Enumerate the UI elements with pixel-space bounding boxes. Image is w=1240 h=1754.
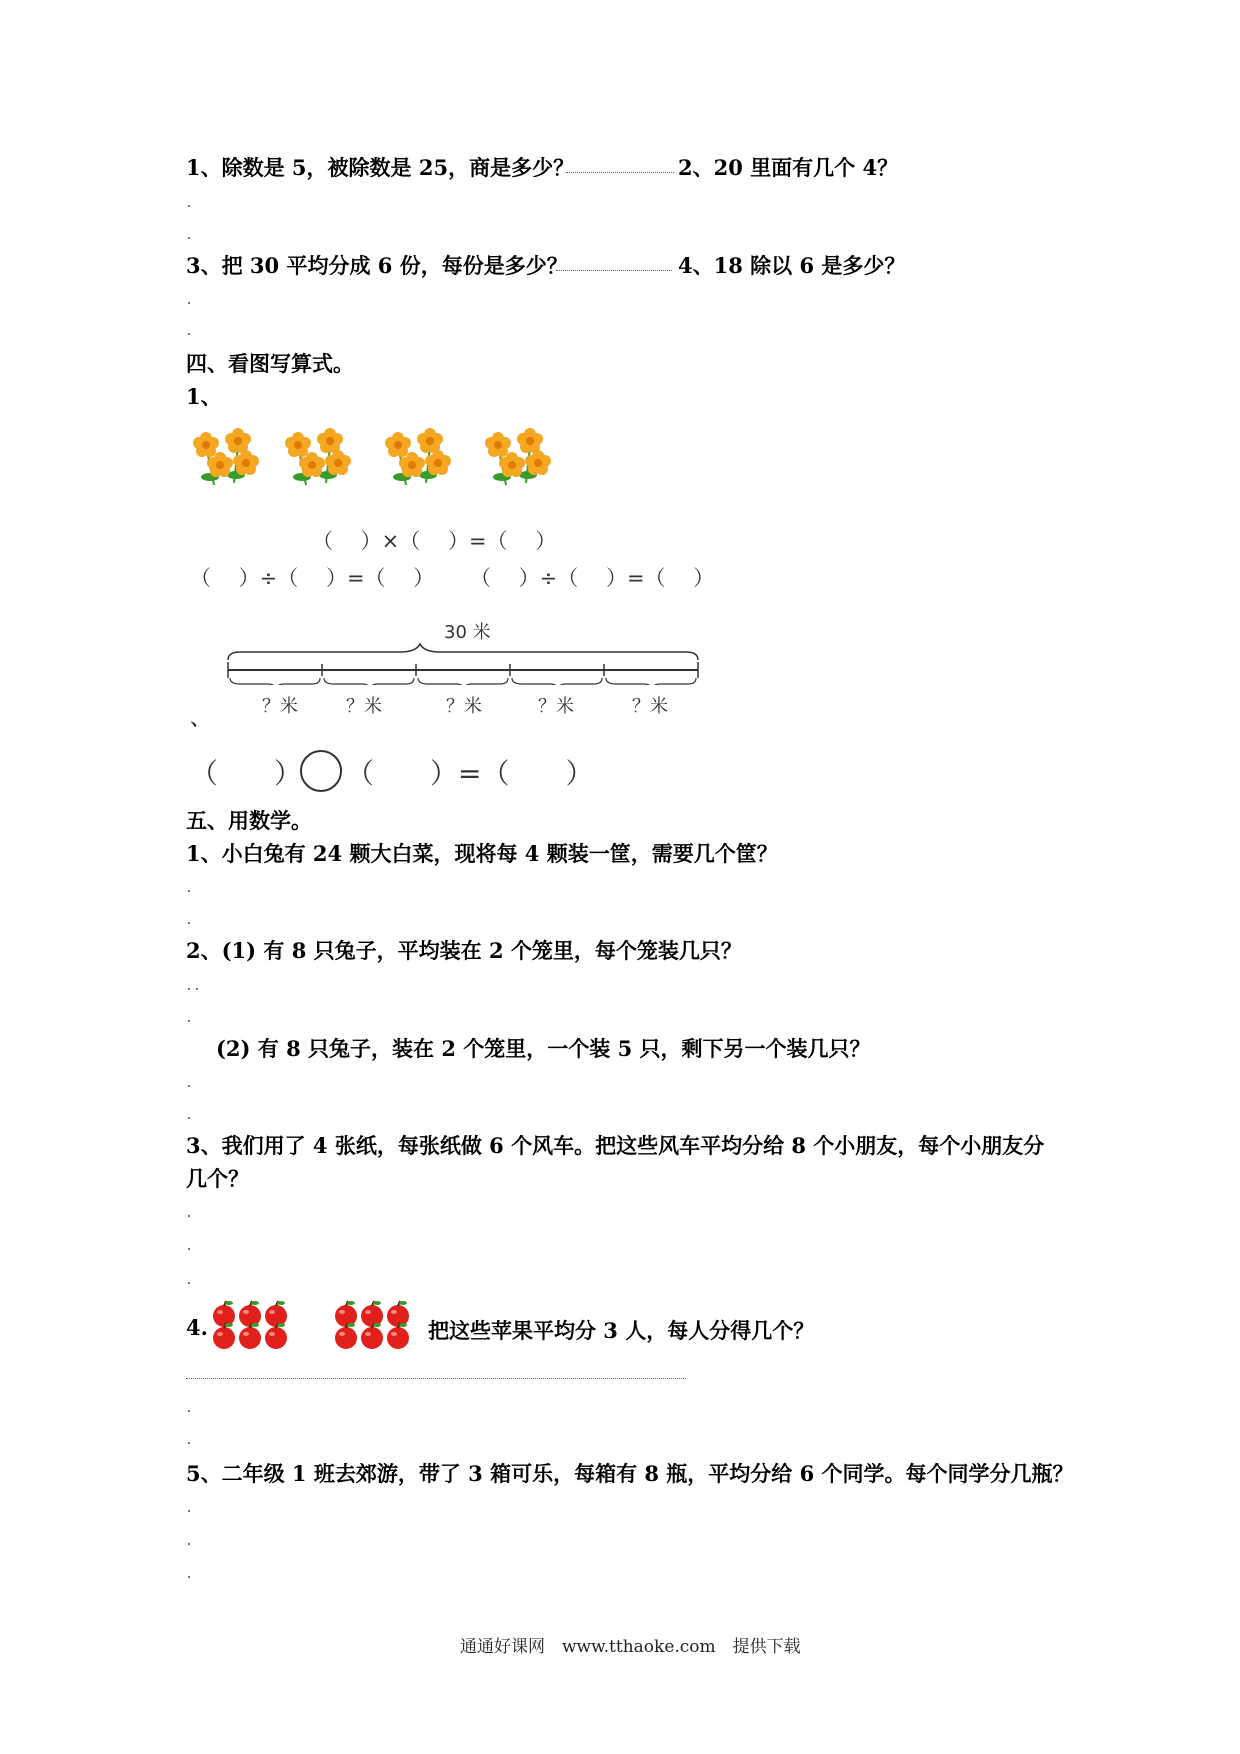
question-3-2: 2、20 里面有几个 4？	[678, 155, 899, 180]
page-footer: 通通好课网 www.tthaoke.com 提供下载	[460, 1637, 801, 1657]
blank-marker	[188, 1410, 190, 1412]
question-5-4-label: 4.	[186, 1315, 208, 1340]
dotted-leader	[566, 172, 674, 173]
blank-marker	[188, 890, 190, 892]
operator-equation-right: （ ）=（ ）	[346, 757, 594, 790]
blank-marker	[188, 1576, 190, 1578]
question-3-1: 1、除数是 5，被除数是 25，商是多少？	[186, 155, 575, 180]
dotted-leader	[556, 270, 672, 271]
blank-marker	[196, 988, 198, 990]
apples-illustration	[210, 1300, 430, 1352]
blank-marker	[188, 1020, 190, 1022]
segment-label: ？米	[346, 696, 382, 717]
section-5-title: 五、用数学。	[186, 808, 312, 833]
blank-marker	[188, 988, 190, 990]
question-5-2b: (2) 有 8 只兔子，装在 2 个笼里，一个装 5 只，剩下另一个装几只？	[216, 1036, 871, 1061]
question-5-4-text: 把这些苹果平均分 3 人，每人分得几个？	[428, 1318, 815, 1343]
blank-marker	[188, 1543, 190, 1545]
blank-marker	[188, 302, 190, 304]
segment-label: ？米	[538, 696, 574, 717]
blank-marker	[188, 1442, 190, 1444]
question-5-3-line1: 3、我们用了 4 张纸，每张纸做 6 个风车。把这些风车平均分给 8 个小朋友，每个小朋友分	[186, 1133, 1045, 1158]
segment-label: ？米	[262, 696, 298, 717]
blank-marker	[188, 1215, 190, 1217]
blank-marker	[188, 1510, 190, 1512]
question-5-5: 5、二年级 1 班去郊游，带了 3 箱可乐，每箱有 8 瓶，平均分给 6 个同学。每个同学分几瓶？	[186, 1461, 1074, 1486]
segment-diagram	[220, 640, 710, 685]
divide-equation-2: （ ）÷（ ）=（ ）	[470, 566, 715, 590]
operator-circle[interactable]	[300, 750, 342, 792]
flower-group	[193, 428, 259, 485]
question-5-2a: 2、(1) 有 8 只兔子，平均装在 2 个笼里，每个笼装几只？	[186, 938, 742, 963]
segment-label: ？米	[632, 696, 668, 717]
flower-group	[385, 428, 451, 485]
question-5-3-line2: 几个？	[186, 1166, 249, 1191]
blank-marker	[188, 1085, 190, 1087]
section-4-title: 四、看图写算式。	[186, 351, 354, 376]
flower-group	[485, 428, 551, 485]
blank-marker	[188, 1248, 190, 1250]
question-5-1: 1、小白兔有 24 颗大白菜，现将每 4 颗装一筐，需要几个筐？	[186, 841, 778, 866]
question-3-3: 3、把 30 平均分成 6 份，每份是多少？	[186, 253, 568, 278]
item-1-label: 1、	[186, 384, 222, 409]
operator-equation-left: （ ）	[190, 757, 303, 790]
multiply-equation: （ ）×（ ）=（ ）	[312, 529, 557, 553]
blank-marker	[188, 922, 190, 924]
divide-equation-1: （ ）÷（ ）=（ ）	[190, 566, 435, 590]
total-length-label: 30 米	[444, 622, 491, 643]
flower-group	[285, 428, 351, 485]
blank-marker	[188, 1282, 190, 1284]
segment-label: ？米	[446, 696, 482, 717]
blank-marker	[188, 333, 190, 335]
item-2-label: 、	[190, 706, 211, 730]
answer-dotted-line	[186, 1378, 686, 1379]
question-3-4: 4、18 除以 6 是多少？	[678, 253, 906, 278]
flower-groups-illustration	[188, 425, 558, 495]
blank-marker	[188, 205, 190, 207]
blank-marker	[188, 237, 190, 239]
blank-marker	[188, 1117, 190, 1119]
